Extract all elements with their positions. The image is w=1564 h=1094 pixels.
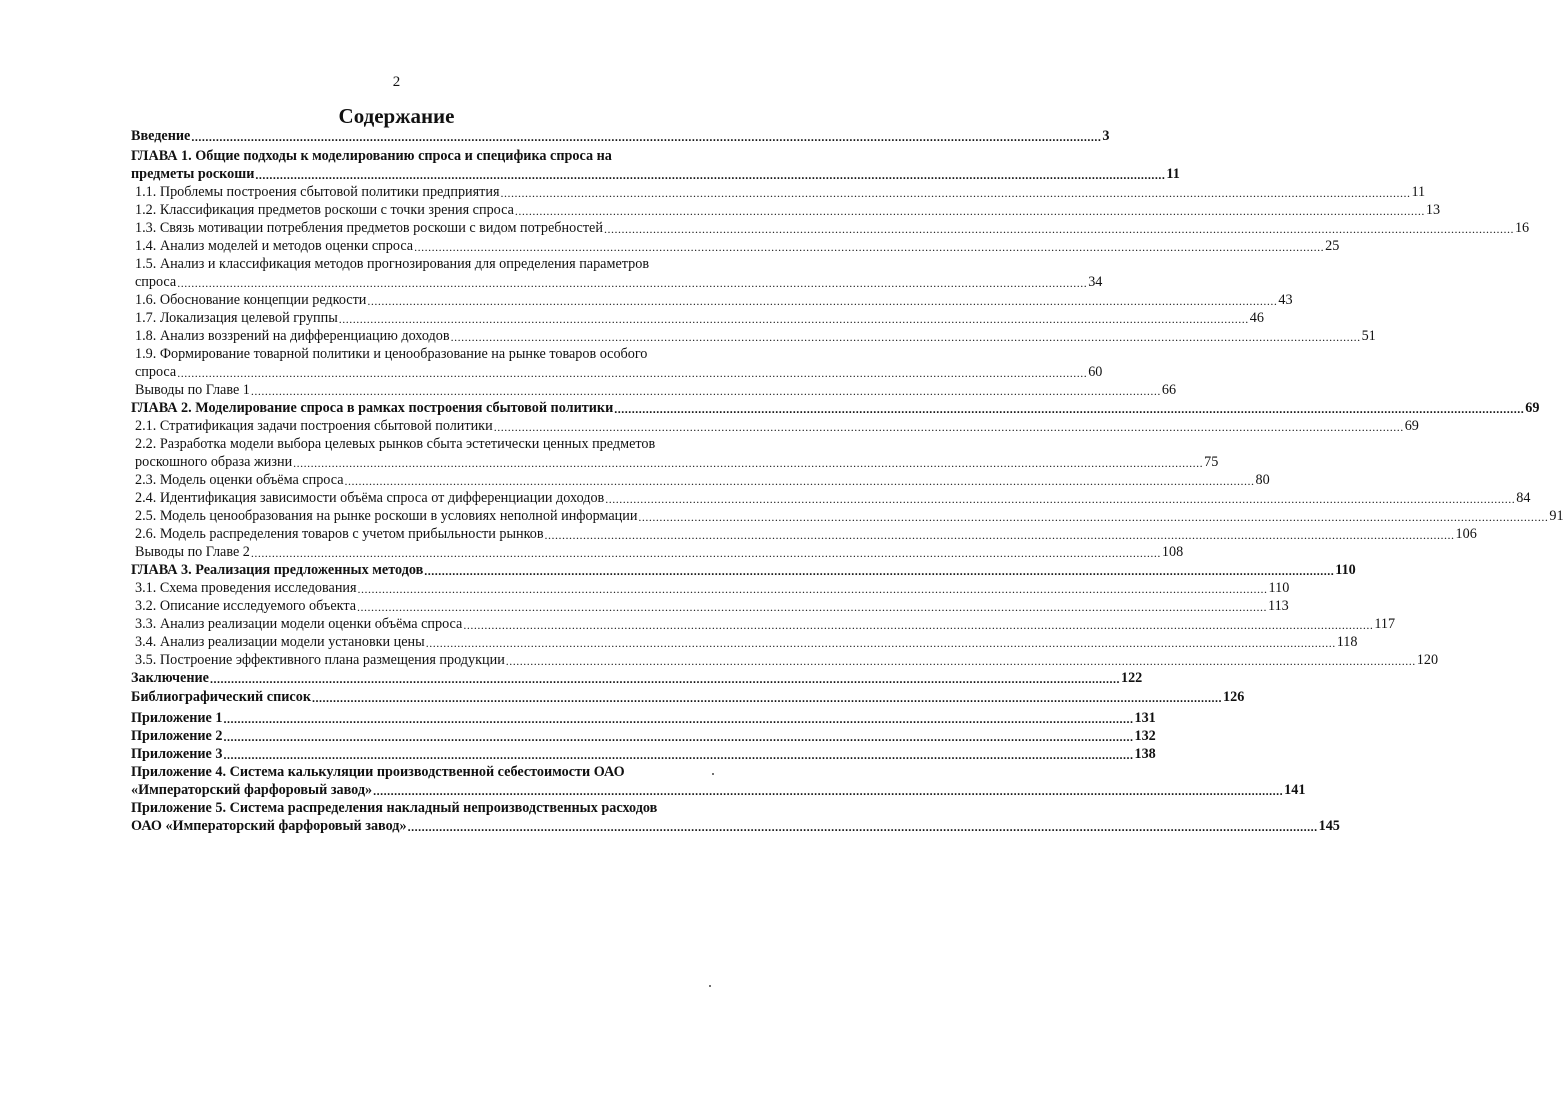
toc-entry-appendix-5-line1: Приложение 5. Система распределения накладный непроизводственных расходов <box>131 800 658 816</box>
toc-leader: .................................................................................................................................................................................................................................................................... <box>357 582 1268 596</box>
toc-entry-section-1-2 <box>135 202 1441 219</box>
toc-page: 118 <box>1336 634 1358 650</box>
toc-entry-section-2-5 <box>135 508 1564 525</box>
toc-entry-introduction <box>131 128 1110 145</box>
toc-page: 60 <box>1088 364 1103 380</box>
toc-entry-section-1-9-line1: 1.9. Формирование товарной политики и ценообразование на рынке товаров особого <box>135 346 648 362</box>
toc-label: 3.4. Анализ реализации модели установки цены <box>135 634 425 650</box>
toc-label: 3.1. Схема проведения исследования <box>135 580 357 596</box>
toc-leader: .................................................................................................................................................................................................................................................................... <box>250 546 1161 560</box>
toc-page: 91 <box>1549 508 1564 524</box>
toc-label: спроса <box>135 274 177 290</box>
toc-page: 131 <box>1134 710 1156 726</box>
toc-entry-chapter1 <box>131 166 1180 183</box>
toc-label: 1.3. Связь мотивации потребления предметов роскоши с видом потребностей <box>135 220 603 236</box>
toc-page: 113 <box>1268 598 1289 614</box>
toc-entry-section-1-1 <box>135 184 1426 201</box>
toc-label: 1.6. Обоснование концепции редкости <box>135 292 367 308</box>
toc-leader: .................................................................................................................................................................................................................................................................... <box>544 528 1455 542</box>
toc-leader: .................................................................................................................................................................................................................................................................... <box>223 748 1134 762</box>
toc-label: роскошного образа жизни <box>135 454 293 470</box>
toc-leader: .................................................................................................................................................................................................................................................................... <box>250 384 1161 398</box>
toc-page: 110 <box>1335 562 1356 578</box>
toc-page: 16 <box>1514 220 1530 236</box>
toc-label: Приложение 3 <box>131 746 223 762</box>
toc-label: «Императорский фарфоровый завод» <box>131 782 373 798</box>
toc-leader: .................................................................................................................................................................................................................................................................... <box>505 654 1416 668</box>
toc-label: Приложение 2 <box>131 728 223 744</box>
toc-entry-appendix-2 <box>131 728 1156 745</box>
toc-leader: .................................................................................................................................................................................................................................................................... <box>638 510 1549 524</box>
toc-entry-chapter2 <box>131 400 1540 417</box>
scan-speck <box>712 773 714 775</box>
toc-page: 75 <box>1204 454 1219 470</box>
toc-label: Введение <box>131 128 191 144</box>
toc-leader: .................................................................................................................................................................................................................................................................... <box>367 294 1278 308</box>
toc-entry-section-1-7 <box>135 310 1264 327</box>
toc-leader: .................................................................................................................................................................................................................................................................... <box>605 492 1516 506</box>
toc-entry-section-1-3 <box>135 220 1530 237</box>
toc-leader: .................................................................................................................................................................................................................................................................... <box>500 186 1411 200</box>
toc-leader: .................................................................................................................................................................................................................................................................... <box>209 672 1120 686</box>
toc-page: 84 <box>1516 490 1531 506</box>
toc-label: 2.4. Идентификация зависимости объёма спроса от дифференциации доходов <box>135 490 605 506</box>
toc-leader: .................................................................................................................................................................................................................................................................... <box>425 636 1336 650</box>
toc-entry-section-1-8 <box>135 328 1376 345</box>
toc-page: 145 <box>1318 818 1340 834</box>
toc-entry-section-3-3 <box>135 616 1396 633</box>
toc-entry-appendix-4-line1: Приложение 4. Система калькуляции производственной себестоимости ОАО <box>131 764 625 780</box>
toc-page: 3 <box>1102 128 1110 144</box>
toc-leader: .................................................................................................................................................................................................................................................................... <box>177 366 1088 380</box>
toc-entry-section-2-3 <box>135 472 1270 489</box>
toc-leader: .................................................................................................................................................................................................................................................................... <box>312 691 1222 705</box>
page-number: 2 <box>392 74 401 90</box>
toc-entry-section-3-5 <box>135 652 1439 669</box>
toc-page: 117 <box>1374 616 1396 632</box>
toc-page: 141 <box>1284 782 1306 798</box>
toc-page: 11 <box>1166 166 1180 182</box>
toc-page: 34 <box>1088 274 1103 290</box>
toc-label: 3.2. Описание исследуемого объекта <box>135 598 356 614</box>
toc-page: 13 <box>1425 202 1441 218</box>
toc-leader: .................................................................................................................................................................................................................................................................... <box>614 402 1525 416</box>
toc-entry-section-3-2 <box>135 598 1289 615</box>
toc-label: Библиографический список <box>131 689 311 705</box>
toc-entry-section-1-9 <box>135 364 1103 381</box>
toc-leader: .................................................................................................................................................................................................................................................................... <box>293 456 1204 470</box>
toc-entry-conclusions-2 <box>135 544 1184 561</box>
toc-page: 51 <box>1361 328 1376 344</box>
toc-entry-chapter1-line1: ГЛАВА 1. Общие подходы к моделированию спроса и специфика спроса на <box>131 148 612 164</box>
toc-leader: .................................................................................................................................................................................................................................................................... <box>338 312 1249 326</box>
toc-leader: .................................................................................................................................................................................................................................................................... <box>463 618 1374 632</box>
toc-page: 106 <box>1455 526 1477 542</box>
toc-page: 66 <box>1161 382 1177 398</box>
toc-leader: .................................................................................................................................................................................................................................................................... <box>344 474 1255 488</box>
toc-entry-section-1-4 <box>135 238 1340 255</box>
toc-leader: .................................................................................................................................................................................................................................................................... <box>407 820 1318 834</box>
scan-speck <box>709 985 711 987</box>
toc-page: 11 <box>1411 184 1426 200</box>
page-title: Содержание <box>338 104 455 128</box>
toc-leader: .................................................................................................................................................................................................................................................................... <box>603 222 1514 236</box>
toc-page: 120 <box>1416 652 1439 668</box>
toc-page: 132 <box>1134 728 1156 744</box>
toc-label: Выводы по Главе 1 <box>135 382 250 398</box>
toc-label: 2.3. Модель оценки объёма спроса <box>135 472 344 488</box>
toc-leader: .................................................................................................................................................................................................................................................................... <box>223 730 1134 744</box>
toc-leader: .................................................................................................................................................................................................................................................................... <box>191 130 1102 144</box>
toc-page: 46 <box>1249 310 1264 326</box>
toc-label: 1.7. Локализация целевой группы <box>135 310 338 326</box>
toc-entry-section-2-2 <box>135 454 1219 471</box>
toc-entry-appendix-1 <box>131 710 1156 727</box>
toc-entry-appendix-5 <box>131 818 1340 835</box>
toc-label: 2.6. Модель распределения товаров с учетом прибыльности рынков <box>135 526 544 542</box>
toc-page: 80 <box>1255 472 1270 488</box>
toc-leader: .................................................................................................................................................................................................................................................................... <box>450 330 1361 344</box>
toc-entry-conclusion <box>131 670 1143 687</box>
toc-label: 3.3. Анализ реализации модели оценки объёма спроса <box>135 616 463 632</box>
toc-entry-section-1-5 <box>135 274 1103 291</box>
toc-leader: .................................................................................................................................................................................................................................................................... <box>414 240 1325 254</box>
toc-leader: .................................................................................................................................................................................................................................................................... <box>177 276 1088 290</box>
toc-label: ГЛАВА 2. Моделирование спроса в рамках построения сбытовой политики <box>131 400 614 416</box>
toc-page: 25 <box>1325 238 1340 254</box>
toc-page: 126 <box>1223 689 1245 705</box>
toc-leader: .................................................................................................................................................................................................................................................................... <box>424 564 1335 578</box>
toc-page: 138 <box>1134 746 1156 762</box>
toc-entry-section-2-1 <box>135 418 1419 435</box>
toc-page: 43 <box>1278 292 1293 308</box>
toc-label: ОАО «Императорский фарфоровый завод» <box>131 818 407 834</box>
toc-entry-section-1-5-line1: 1.5. Анализ и классификация методов прогнозирования для определения параметров <box>135 256 650 272</box>
toc-label: 3.5. Построение эффективного плана размещения продукции <box>135 652 505 668</box>
toc-page: 110 <box>1268 580 1290 596</box>
toc-label: 2.5. Модель ценообразования на рынке роскоши в условиях неполной информации <box>135 508 638 524</box>
toc-label: Выводы по Главе 2 <box>135 544 250 560</box>
toc-leader: .................................................................................................................................................................................................................................................................... <box>357 600 1267 614</box>
toc-label: 2.1. Стратификация задачи построения сбытовой политики <box>135 418 493 434</box>
toc-entry-chapter3 <box>131 562 1356 579</box>
toc-label: 1.8. Анализ воззрений на дифференциацию доходов <box>135 328 450 344</box>
toc-page: 69 <box>1525 400 1540 416</box>
toc-entry-section-2-4 <box>135 490 1531 507</box>
toc-entry-appendix-4 <box>131 782 1306 799</box>
toc-page: 69 <box>1404 418 1419 434</box>
toc-entry-section-3-4 <box>135 634 1358 651</box>
toc-label: 1.1. Проблемы построения сбытовой политики предприятия <box>135 184 500 200</box>
toc-page: 122 <box>1120 670 1143 686</box>
toc-label: 1.2. Классификация предметов роскоши с точки зрения спроса <box>135 202 514 218</box>
toc-entry-section-3-1 <box>135 580 1290 597</box>
toc-leader: .................................................................................................................................................................................................................................................................... <box>255 168 1166 182</box>
toc-entry-section-1-6 <box>135 292 1293 309</box>
toc-label: 1.4. Анализ моделей и методов оценки спроса <box>135 238 414 254</box>
toc-label: спроса <box>135 364 177 380</box>
toc-entry-section-2-2-line1: 2.2. Разработка модели выбора целевых рынков сбыта эстетически ценных предметов <box>135 436 656 452</box>
toc-leader: .................................................................................................................................................................................................................................................................... <box>373 784 1284 798</box>
toc-entry-appendix-3 <box>131 746 1156 763</box>
toc-leader: .................................................................................................................................................................................................................................................................... <box>493 420 1404 434</box>
toc-entry-conclusions-1 <box>135 382 1177 399</box>
toc-page: 108 <box>1161 544 1184 560</box>
toc-label: предметы роскоши <box>131 166 255 182</box>
toc-entry-section-2-6 <box>135 526 1477 543</box>
toc-label: ГЛАВА 3. Реализация предложенных методов <box>131 562 424 578</box>
toc-leader: .................................................................................................................................................................................................................................................................... <box>514 204 1425 218</box>
toc-label: Приложение 1 <box>131 710 223 726</box>
toc-label: Заключение <box>131 670 209 686</box>
toc-leader: .................................................................................................................................................................................................................................................................... <box>223 712 1134 726</box>
toc-entry-bibliography <box>131 689 1245 706</box>
